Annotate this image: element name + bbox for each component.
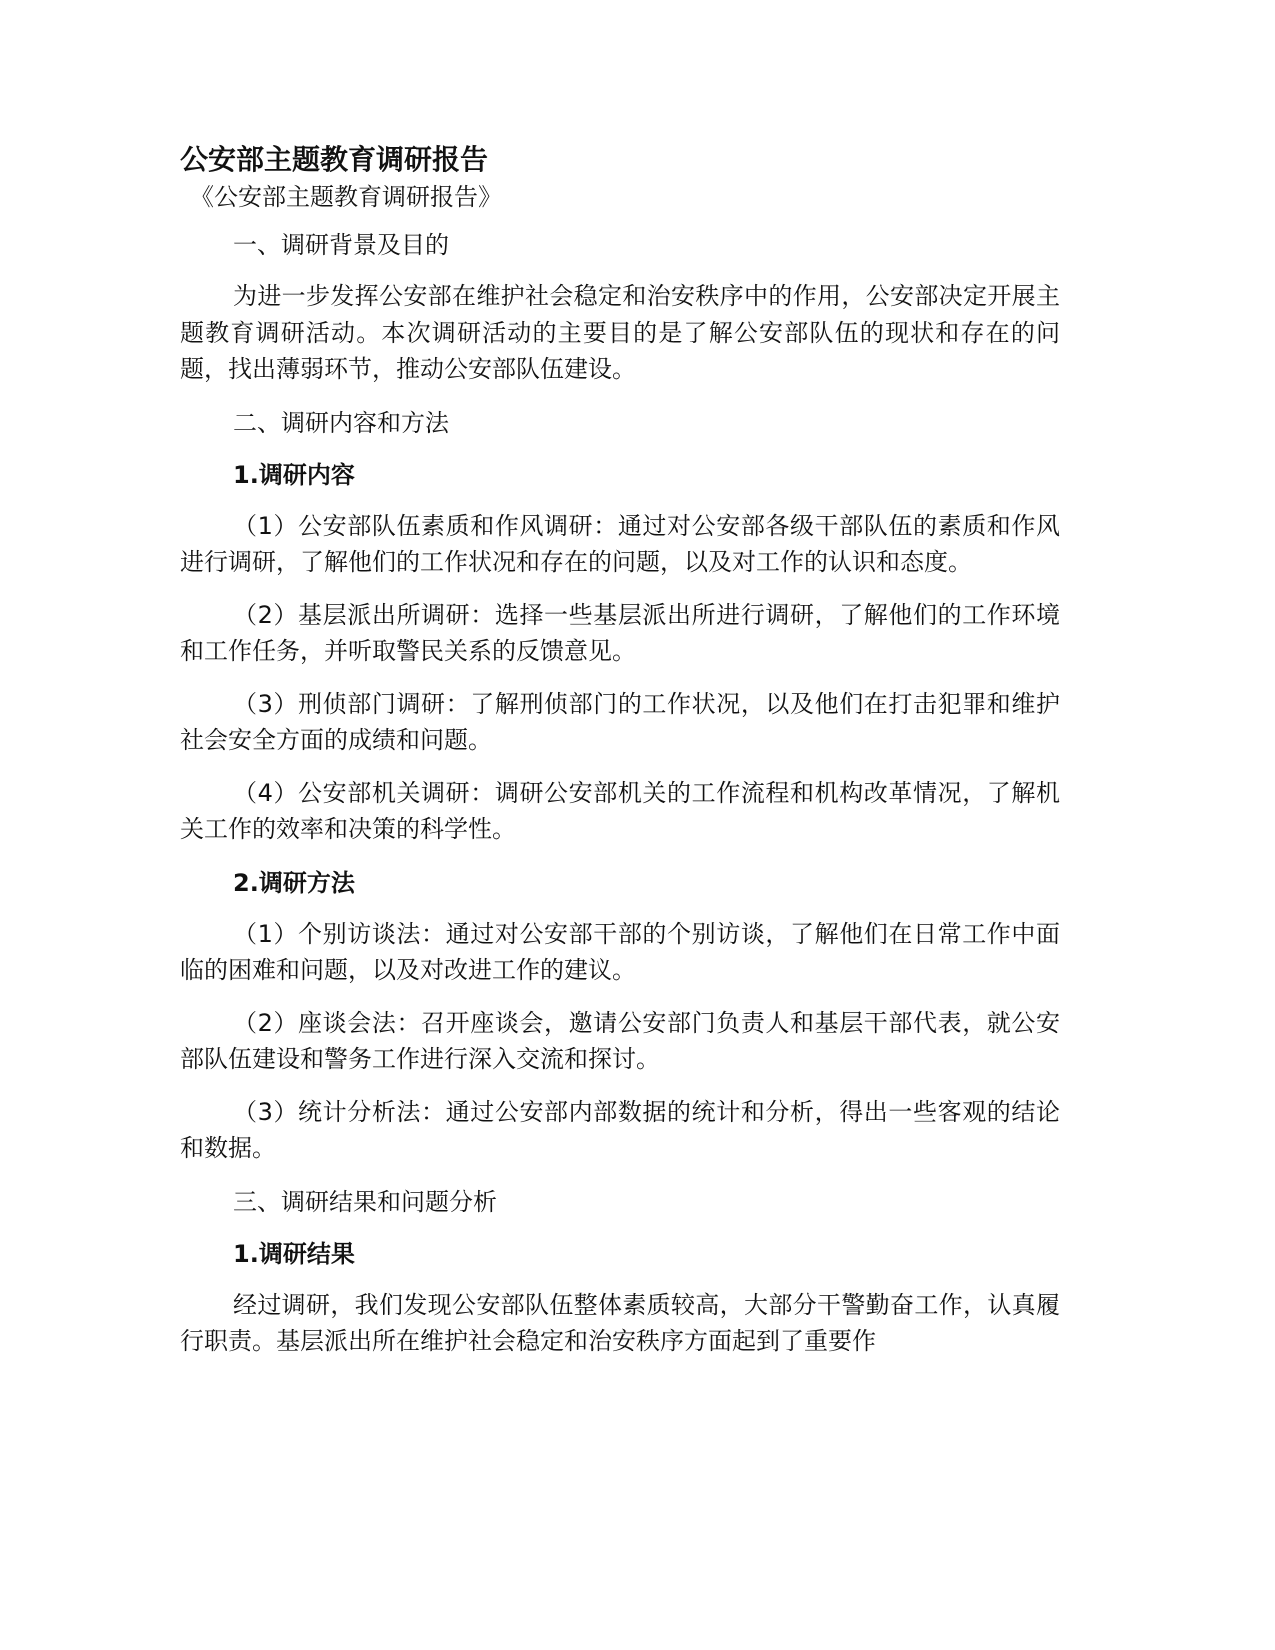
content-item-4: （4）公安部机关调研：调研公安部机关的工作流程和机构改革情况，了解机关工作的效率和决策的科学性。 [180, 778, 1060, 843]
section-heading-results: 三、调研结果和问题分析 [233, 1187, 497, 1216]
method-item-3: （3）统计分析法：通过公安部内部数据的统计和分析，得出一些客观的结论和数据。 [180, 1097, 1060, 1162]
method-item-1: （1）个别访谈法：通过对公安部干部的个别访谈，了解他们在日常工作中面临的困难和问题，以及对改进工作的建议。 [180, 919, 1060, 984]
subheading-results: 1.调研结果 [233, 1239, 355, 1268]
subheading-method: 2.调研方法 [233, 868, 355, 897]
subheading-content: 1.调研内容 [233, 460, 355, 489]
document-subtitle: 《公安部主题教育调研报告》 [190, 183, 502, 211]
paragraph-background: 为进一步发挥公安部在维护社会稳定和治安秩序中的作用，公安部决定开展主题教育调研活动。本次调研活动的主要目的是了解公安部队伍的现状和存在的问题，找出薄弱环节，推动公安部队伍建设。 [180, 282, 1060, 383]
section-heading-background: 一、调研背景及目的 [233, 231, 449, 259]
section-heading-content-method: 二、调研内容和方法 [233, 408, 449, 437]
document-page [180, 140, 1060, 1376]
content-item-3: （3）刑侦部门调研：了解刑侦部门的工作状况，以及他们在打击犯罪和维护社会安全方面的成绩和问题。 [180, 689, 1060, 754]
document-title: 公安部主题教育调研报告 [180, 143, 489, 176]
content-item-2: （2）基层派出所调研：选择一些基层派出所进行调研，了解他们的工作环境和工作任务，并听取警民关系的反馈意见。 [180, 600, 1060, 665]
method-item-2: （2）座谈会法：召开座谈会，邀请公安部门负责人和基层干部代表，就公安部队伍建设和警务工作进行深入交流和探讨。 [180, 1008, 1060, 1073]
paragraph-results: 经过调研，我们发现公安部队伍整体素质较高，大部分干警勤奋工作，认真履行职责。基层派出所在维护社会稳定和治安秩序方面起到了重要作 [180, 1290, 1060, 1355]
content-item-1: （1）公安部队伍素质和作风调研：通过对公安部各级干部队伍的素质和作风进行调研，了解他们的工作状况和存在的问题，以及对工作的认识和态度。 [180, 511, 1060, 576]
